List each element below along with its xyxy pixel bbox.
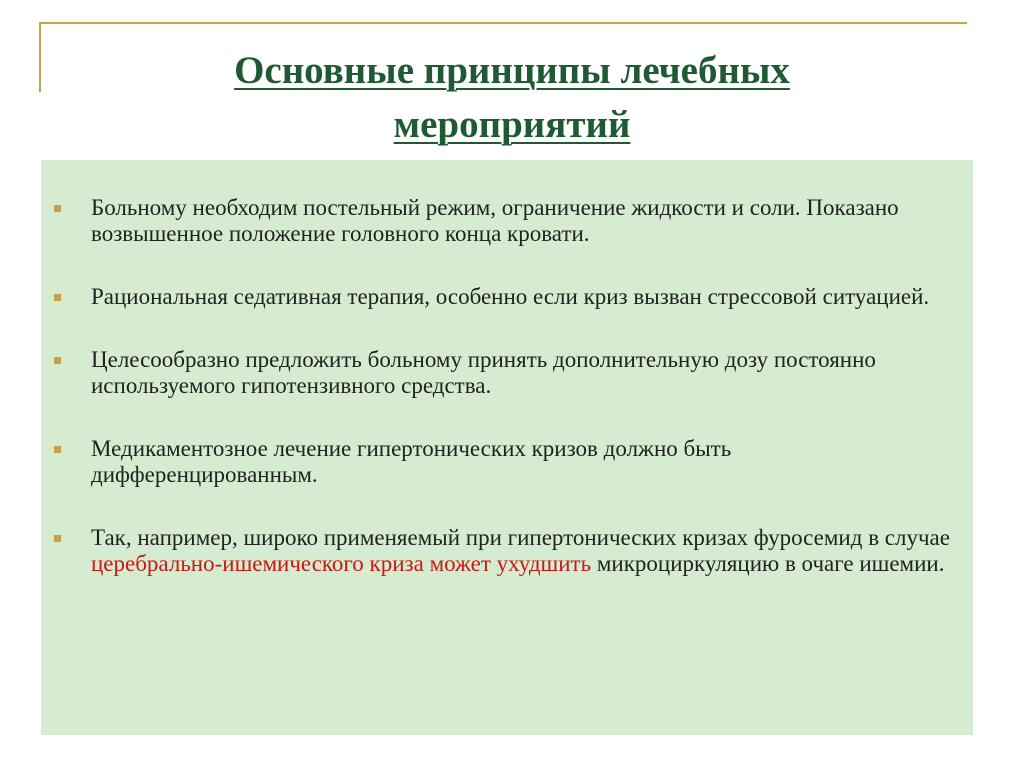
bullet-item: [50, 525, 950, 577]
bullet-item: [50, 284, 950, 310]
slide-title: [60, 44, 964, 152]
square-bullet-icon: [54, 535, 61, 542]
square-bullet-icon: [54, 357, 61, 364]
bullet-text: Медикаментозное лечение гипертонических кризов должно быть дифференцированным.: [91, 436, 732, 487]
square-bullet-icon: [54, 205, 61, 212]
highlighted-text: церебрально-ишемического криза может ухудшить: [91, 551, 592, 576]
frame-left-line: [39, 22, 41, 92]
bullet-text: Больному необходим постельный режим, ограничение жидкости и соли. Показано возвышенное положение головного конца кровати.: [91, 195, 899, 246]
bullet-item: [50, 347, 950, 399]
title-line-2: мероприятий: [393, 103, 631, 146]
title-line-1: Основные принципы лечебных: [234, 49, 790, 92]
bullet-text: Рациональная седативная терапия, особенно если криз вызван стрессовой ситуацией.: [91, 284, 930, 309]
bullet-text-after: микроциркуляцию в очаге ишемии.: [591, 551, 945, 576]
bullet-text: Целесообразно предложить больному принять дополнительную дозу постоянно используемого гипотензивного средства.: [91, 347, 876, 398]
bullet-item: [50, 195, 950, 247]
square-bullet-icon: [54, 446, 61, 453]
bullet-text-before: Так, например, широко применяемый при гипертонических кризах фуросемид в случае: [91, 525, 950, 550]
bullet-list: [50, 195, 950, 614]
frame-top-line: [39, 22, 967, 24]
bullet-item: [50, 436, 950, 488]
square-bullet-icon: [54, 294, 61, 301]
